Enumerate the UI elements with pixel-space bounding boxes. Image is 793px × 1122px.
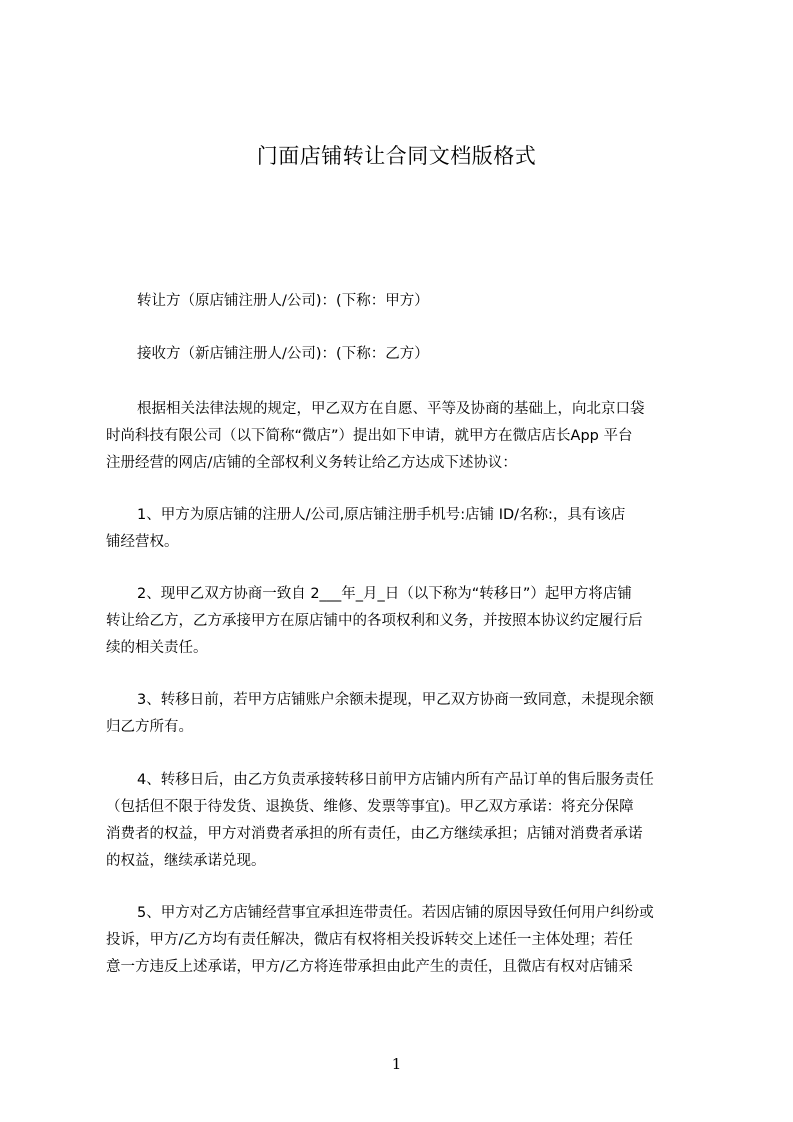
transferor-line: 转让方（原店铺注册人/公司)：(下称：甲方） (137, 293, 429, 309)
clause-4-line-1: 4、转移日后，由乙方负责承接转移日前甲方店铺内所有产品订单的售后服务责任 (137, 772, 654, 788)
clause-4-line-4: 的权益，继续承诺兑现。 (106, 853, 266, 869)
clause-1-line-1: 1、甲方为原店铺的注册人/公司,原店铺注册手机号:店铺 ID/名称:，具有该店 (137, 507, 626, 523)
document-title: 门面店铺转让合同文档版格式 (256, 144, 537, 168)
clause-3-line-2: 归乙方所有。 (106, 719, 193, 735)
clause-2-line-1: 2、现甲乙双方协商一致自 2___年_月_日（以下称为“转移日”）起甲方将店铺 (137, 586, 632, 602)
intro-line-2: 时尚科技有限公司（以下简称“微店”）提出如下申请，就甲方在微店店长App 平台 (106, 428, 633, 444)
intro-line-3: 注册经营的网店/店铺的全部权利义务转让给乙方达成下述协议： (106, 455, 517, 471)
clause-5-line-3: 意一方违反上述承诺，甲方/乙方将连带承担由此产生的责任，且微店有权对店铺采 (106, 959, 633, 975)
clause-4-line-2: （包括但不限于待发货、退换货、维修、发票等事宜)。甲乙双方承诺：将充分保障 (106, 799, 634, 815)
clause-2-line-2: 转让给乙方，乙方承接甲方在原店铺中的各项权利和义务，并按照本协议约定履行后 (106, 613, 643, 629)
transferee-line: 接收方（新店铺注册人/公司)：(下称：乙方） (137, 346, 429, 362)
page-number: 1 (391, 1055, 402, 1073)
clause-1-line-2: 铺经营权。 (106, 534, 179, 550)
clause-3-line-1: 3、转移日前，若甲方店铺账户余额未提现，甲乙双方协商一致同意，未提现余额 (137, 692, 654, 708)
clause-5-line-1: 5、甲方对乙方店铺经营事宜承担连带责任。若因店铺的原因导致任何用户纠纷或 (137, 905, 654, 921)
clause-2-line-3: 续的相关责任。 (106, 640, 208, 656)
clause-5-line-2: 投诉，甲方/乙方均有责任解决，微店有权将相关投诉转交上述任一主体处理；若任 (106, 932, 633, 948)
clause-4-line-3: 消费者的权益，甲方对消费者承担的所有责任，由乙方继续承担；店铺对消费者承诺 (106, 826, 643, 842)
intro-line-1: 根据相关法律法规的规定，甲乙双方在自愿、平等及协商的基础上，向北京口袋 (137, 401, 645, 417)
